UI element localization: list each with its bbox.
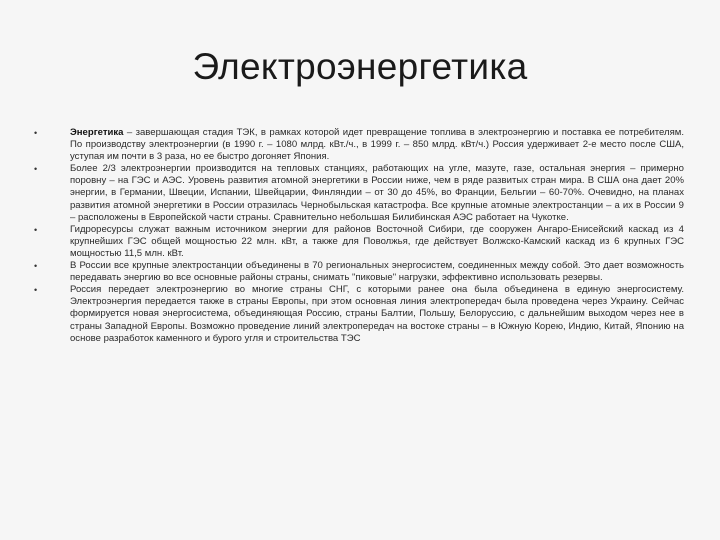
bullet-dot-icon: • [34, 285, 38, 296]
bullet-item [34, 127, 684, 163]
bullet-item [34, 284, 684, 344]
bullet-dot-icon: • [34, 261, 38, 272]
bullet-dot-icon: • [34, 224, 38, 235]
bullet-text: Гидроресурсы служат важным источником энергии для районов Восточной Сибири, где сооружен Ангаро-Енисейский каскад из 4 крупнейших ГЭС общей мощностью 22 млн. кВт, а также для Поволжья, где действует Волжско-Камский каскад из 6 крупных ГЭС мощностью 11,5 млн. кВт. [70, 223, 684, 259]
bullet-dot-icon: • [34, 164, 38, 175]
bullet-list [34, 127, 684, 345]
bullet-item [34, 163, 684, 223]
bullet-text: Россия передает электроэнергию во многие страны СНГ, с которыми ранее она была объединена в единую энергосистему. Электроэнергия передается также в страны Европы, при этом основная линия электропередач была проведена через Украину. Сейчас формируется новая энергосистема, объединяющая Россию, страны Балтии, Польшу, Белоруссию, с дальнейшим выходом через нее в страны Западной Европы. Возможно проведение линий электропередач на востоке страны – в Южную Корею, Индию, Китай, Японию на основе разработок каменного и бурого угля и строительства ТЭС [70, 284, 684, 344]
bullet-text: – завершающая стадия ТЭК, в рамках которой идет превращение топлива в электроэнергию и поставка ее потребителям. По производству электроэнергии (в 1990 г. – 1080 млрд. кВт./ч., в 1999 г. – 850 млрд. кВт/ч.) Россия удерживает 2-е место после США, уступая им почти в 3 раза, но ее быстро догоняет Япония. [70, 127, 684, 163]
bullet-item [34, 224, 684, 260]
bullet-item [34, 260, 684, 284]
bullet-text: В России все крупные электростанции объединены в 70 региональных энергосистем, соединенных между собой. Это дает возможность передавать энергию во все основные районы страны, снимать "пиковые" нагрузки, эффективно использовать резервы. [70, 260, 684, 284]
slide-title: Электроэнергетика [192, 46, 528, 87]
bullet-term: Энергетика [70, 127, 124, 138]
bullet-text: Более 2/3 электроэнергии производится на тепловых станциях, работающих на угле, мазуте, газе, остальная энергия – примерно поровну – на ГЭС и АЭС. Уровень развития атомной энергетики в России ниже, чем в ряде развитых стран мира. В США она дает 20% энергии, в Германии, Швеции, Испании, Швейцарии, Финляндии – от 30 до 45%, во Франции, Бельгии – 60-70%. Очевидно, на планах развития атомной энергетики в России отразилась Чернобыльская катастрофа. Все крупные атомные электростанции – а их в России 9 – расположены в Европейской части страны. Сравнительно небольшая Билибинская АЭС работает на Чукотке. [70, 163, 684, 223]
bullet-dot-icon: • [34, 128, 38, 138]
